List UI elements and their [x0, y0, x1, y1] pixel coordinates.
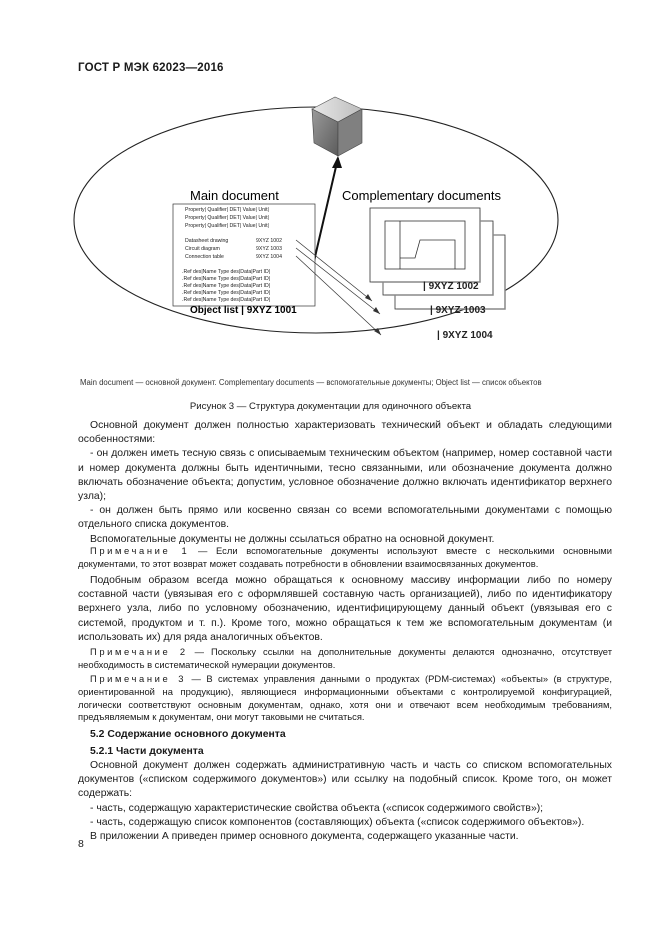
- note-3: [78, 673, 612, 724]
- doc-label-1003: | 9XYZ 1003: [430, 305, 486, 316]
- doc-label-1002: | 9XYZ 1002: [423, 281, 479, 292]
- ref-row: .Ref des|Name Type des|Data|Part ID|: [182, 290, 271, 296]
- note-text: — В системах управления данными о продуктах (PDM-системах) «объекты» (в структуре, ориентированной на продукцию), являющиеся информационными объектами с контролируемой конфигурацией, логически соответствуют основным документам, однако, хотя они и отвечают всем необходимым требованиям, предъявляемым к документам, они могут таковыми не считаться.: [78, 673, 612, 723]
- doc-row-name: Connection table: [185, 254, 224, 260]
- doc-row-ref: 9XYZ 1003: [256, 246, 282, 252]
- doc-row-ref: 9XYZ 1004: [256, 254, 282, 260]
- page-number: 8: [78, 838, 84, 850]
- documentation-structure-figure: [70, 88, 630, 378]
- body-text-3: [78, 759, 612, 844]
- document-header: ГОСТ Р МЭК 62023—2016: [78, 62, 224, 74]
- ref-row: .Ref des|Name Type des|Data|Part ID|: [182, 283, 271, 289]
- paragraph: Подобным образом всегда можно обращаться к основному массиву информации либо по номеру составной части (увязывая его с оформлявшей составную часть организацией), либо по идентификатору верхнего узла, либо по условному обозначению, идентифицирующему данный объект (увязывая его с системой, продуктом и т. п.). Кроме того, можно обращаться к тем же вспомогательным документам (и использовать их) для ряда аналогичных объектов.: [78, 575, 612, 643]
- doc-row-ref: 9XYZ 1002: [256, 238, 282, 244]
- paragraph: В приложении А приведен пример основного документа, содержащего указанные части.: [90, 831, 519, 843]
- note-1: [78, 545, 612, 571]
- property-row: Property| Qualifier| DET| Value| Unit|: [185, 215, 269, 221]
- paragraph: Основной документ должен содержать административную часть и часть со списком вспомогательных документов («списком содержимого документов») или ссылку на подобный список. Кроме того, он может содержать:: [78, 760, 612, 800]
- subsection-heading: 5.2.1 Части документа: [90, 746, 204, 757]
- property-row: Property| Qualifier| DET| Value| Unit|: [185, 223, 269, 229]
- complementary-title: Complementary documents: [342, 188, 501, 203]
- object-cube-icon: [312, 97, 362, 156]
- paragraph: Основной документ должен полностью характеризовать технический объект и обладать следующими особенностями:: [78, 420, 612, 446]
- figure-legend: Main document — основной документ. Complementary documents — вспомогательные документы; Object list — список объектов: [80, 378, 542, 387]
- ref-row: .Ref des|Name Type des|Data|Part ID|: [182, 276, 271, 282]
- note-label: Примечание 2: [90, 646, 188, 657]
- doc-row-name: Circuit diagram: [185, 246, 220, 252]
- object-list-label: Object list | 9XYZ 1001: [190, 305, 297, 316]
- paragraph: - часть, содержащую характеристические свойства объекта («список содержимого свойств»);: [90, 802, 544, 814]
- note-label: Примечание 1: [90, 545, 190, 556]
- paragraph: Вспомогательные документы не должны ссылаться обратно на основной документ.: [90, 533, 495, 545]
- property-row: Property| Qualifier| DET| Value| Unit|: [185, 207, 269, 213]
- doc-row-name: Datasheet drawing: [185, 238, 229, 244]
- main-document-title: Main document: [190, 188, 279, 203]
- ref-row: .Ref des|Name Type des|Data|Part ID|: [182, 297, 271, 303]
- doc-label-1004: | 9XYZ 1004: [437, 330, 493, 341]
- figure-caption: Рисунок 3 — Структура документации для одиночного объекта: [189, 401, 472, 412]
- paragraph: - часть, содержащую список компонентов (составляющих) объекта («список содержимого объектов»).: [90, 816, 585, 828]
- paragraph: - он должен иметь тесную связь с описываемым техническим объектом (например, номер составной части и номер документа должны быть идентичными, тесно связанными, или обозначение документа должно включать обозначение объекта; допустим, условное обозначение должно включать идентификатор верхнего узла);: [78, 448, 612, 503]
- note-label: Примечание 3: [90, 673, 187, 684]
- body-text-2: [78, 574, 612, 645]
- paragraph: - он должен быть прямо или косвенно связан со всеми вспомогательными документами с помощью отдельного списка документов.: [78, 505, 612, 531]
- note-2: [78, 646, 612, 672]
- note-text: — Если вспомогательные документы используют вместе с несколькими основными документами, то этот возврат может создавать потребности в обновлении взаимосвязанных документов.: [78, 545, 612, 569]
- section-heading: 5.2 Содержание основного документа: [90, 729, 286, 740]
- note-text: — Поскольку ссылки на дополнительные документы делаются однозначно, отсутствует необходимость в систематической нумерации документов.: [78, 646, 612, 670]
- ref-row: .Ref des|Name Type des|Data|Part ID|: [182, 269, 271, 275]
- body-text: [78, 419, 612, 547]
- complementary-stack: [370, 208, 505, 309]
